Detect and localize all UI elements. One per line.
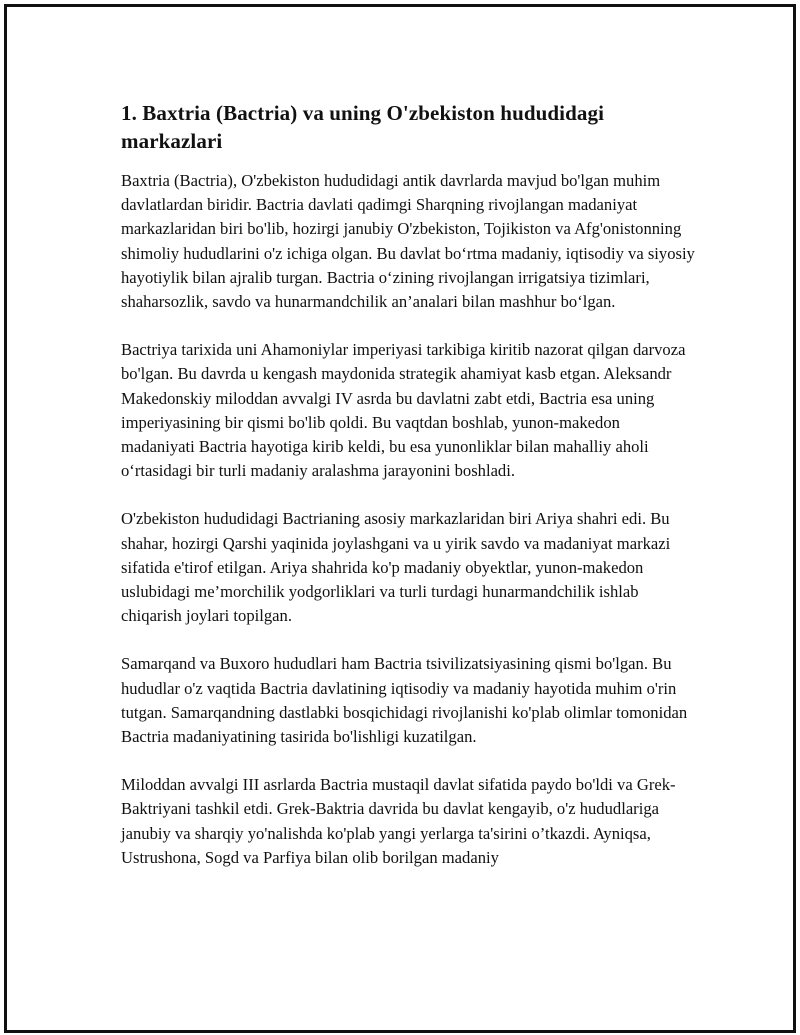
paragraph-4: Samarqand va Buxoro hududlari ham Bactria tsivilizatsiyasining qismi bo'lgan. Bu hududlar o'z vaqtida Bactria davlatining iqtisodiy va madaniy hayotida muhim o'rin tutgan. Samarqandning dastlabki bosqichidagi rivojlanishi ko'plab olimlar tomonidan Bactria madaniyatining tasirida bo'lishligi kuzatilgan.: [121, 654, 688, 747]
paragraph-5: Miloddan avvalgi III asrlarda Bactria mustaqil davlat sifatida paydo bo'ldi va Grek-Baktriyani tashkil etdi. Grek-Baktria davrida bu davlat kengayib, o'z hududlariga janubiy va sharqiy yo'nalishda ko'plab yangi yerlarga ta'sirini o’tkazdi. Ayniqsa, Ustrushona, Sogd va Parfiya bilan olib borilgan madaniy: [121, 775, 676, 867]
page-frame: [4, 4, 796, 1033]
document-body: [121, 99, 695, 870]
section-heading: 1. Baxtria (Bactria) va uning O'zbekiston hududidagi markazlari: [121, 101, 605, 153]
paragraph-1: Baxtria (Bactria), O'zbekiston hududidagi antik davrlarda mavjud bo'lgan muhim davlatlardan biridir. Bactria davlati qadimgi Sharqning rivojlangan madaniyat markazlaridan biri bo'lib, hozirgi janubiy O'zbekiston, Tojikiston va Afg'onistonning shimoliy hududlarini o'z ichiga olgan. Bu davlat bo‘rtma madaniy, iqtisodiy va siyosiy hayotiylik bilan ajralib turgan. Bactria o‘zining rivojlangan irrigatsiya tizimlari, shaharsozlik, savdo va hunarmandchilik an’analari bilan mashhur bo‘lgan.: [121, 171, 695, 312]
paragraph-3: O'zbekiston hududidagi Bactrianing asosiy markazlaridan biri Ariya shahri edi. Bu shahar, hozirgi Qarshi yaqinida joylashgani va u yirik savdo va madaniyat markazi sifatida e'tirof etilgan. Ariya shahrida ko'p madaniy obyektlar, yunon-makedon uslubidagi me’morchilik yodgorliklari va turli turdagi hunarmandchilik ishlab chiqarish joylari topilgan.: [121, 509, 671, 626]
paragraph-2: Bactriya tarixida uni Ahamoniylar imperiyasi tarkibiga kiritib nazorat qilgan darvoza bo'lgan. Bu davrda u kengash maydonida strategik ahamiyat kasb etgan. Aleksandr Makedonskiy miloddan avvalgi IV asrda bu davlatni zabt etdi, Bactria esa uning imperiyasining bir qismi bo'lib qoldi. Bu vaqtdan boshlab, yunon-makedon madaniyati Bactria hayotiga kirib keldi, bu esa yunonliklar bilan mahalliy aholi o‘rtasidagi bir turli madaniy aralashma jarayonini boshladi.: [121, 340, 686, 481]
